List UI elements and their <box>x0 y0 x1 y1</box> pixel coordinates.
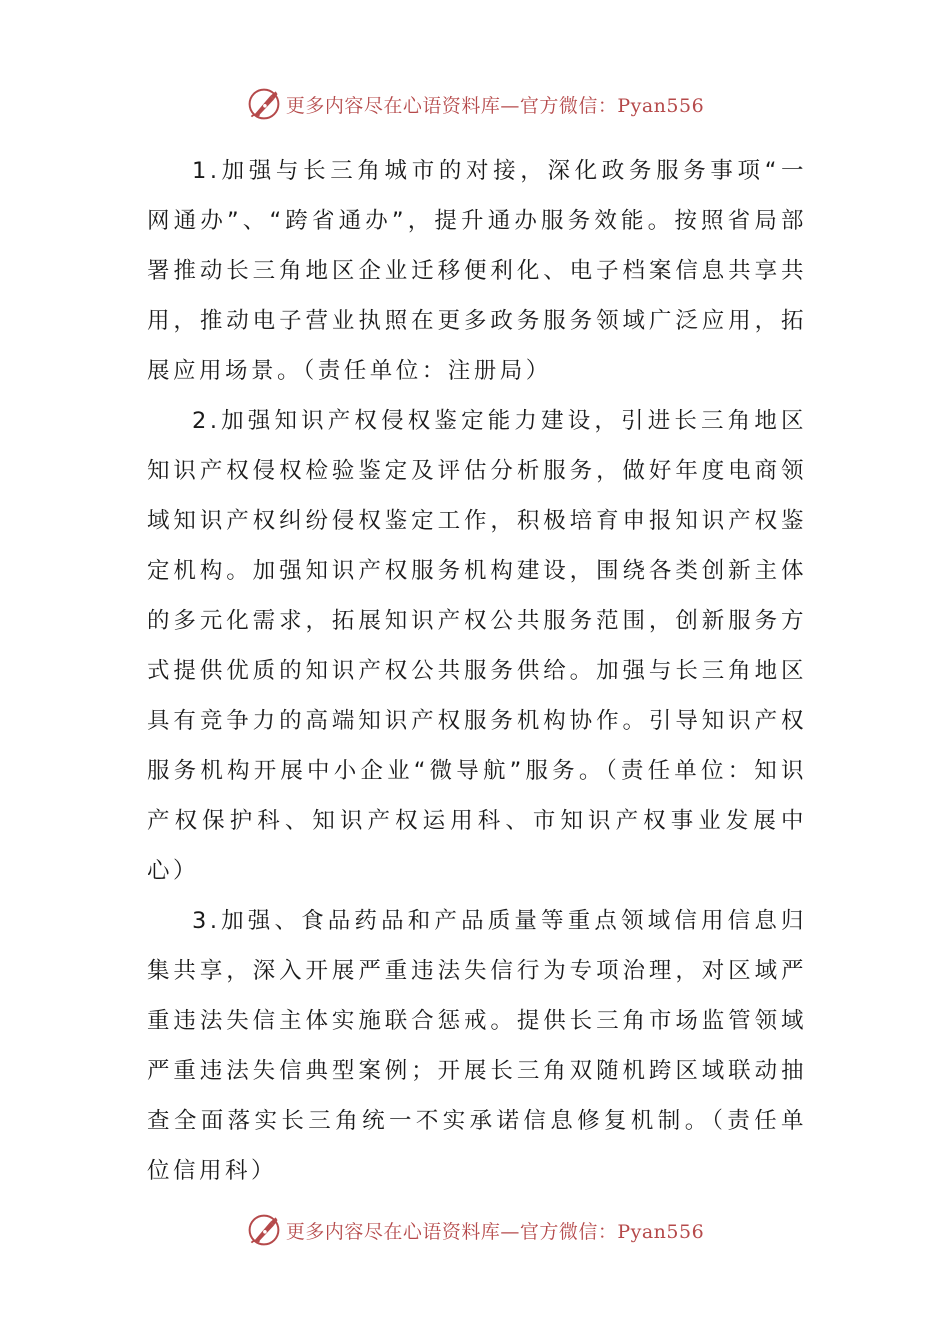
footer-text: 更多内容尽在心语资料库—官方微信：Pyan556 <box>285 1220 705 1243</box>
header-banner <box>0 84 950 124</box>
paragraph-item-3: 3.加强、食品药品和产品质量等重点领域信用信息归集共享，深入开展严重违法失信行为专项治理，对区域严重违法失信主体实施联合惩戒。提供长三角市场监管领域严重违法失信典型案例；开展长三角双随机跨区域联动抽查全面落实长三角统一不实承诺信息修复机制。（责任单位信用科） <box>147 908 807 1184</box>
header-text: 更多内容尽在心语资料库—官方微信：Pyan556 <box>285 94 705 117</box>
document-body <box>147 146 807 1196</box>
pen-nib-seal-icon <box>246 86 282 122</box>
pen-nib-seal-icon <box>246 1212 282 1248</box>
paragraph-item-1: 1.加强与长三角城市的对接，深化政务服务事项“一网通办”、“跨省通办”，提升通办服务效能。按照省局部署推动长三角地区企业迁移便利化、电子档案信息共享共用，推动电子营业执照在更多政务服务领域广泛应用，拓展应用场景。（责任单位：注册局） <box>147 158 807 384</box>
paragraph-item-2: 2.加强知识产权侵权鉴定能力建设，引进长三角地区知识产权侵权检验鉴定及评估分析服务，做好年度电商领域知识产权纠纷侵权鉴定工作，积极培育申报知识产权鉴定机构。加强知识产权服务机构建设，围绕各类创新主体的多元化需求，拓展知识产权公共服务范围，创新服务方式提供优质的知识产权公共服务供给。加强与长三角地区具有竞争力的高端知识产权服务机构协作。引导知识产权服务机构开展中小企业“微导航”服务。（责任单位：知识产权保护科、知识产权运用科、市知识产权事业发展中心） <box>147 408 807 884</box>
footer-banner <box>0 1210 950 1250</box>
